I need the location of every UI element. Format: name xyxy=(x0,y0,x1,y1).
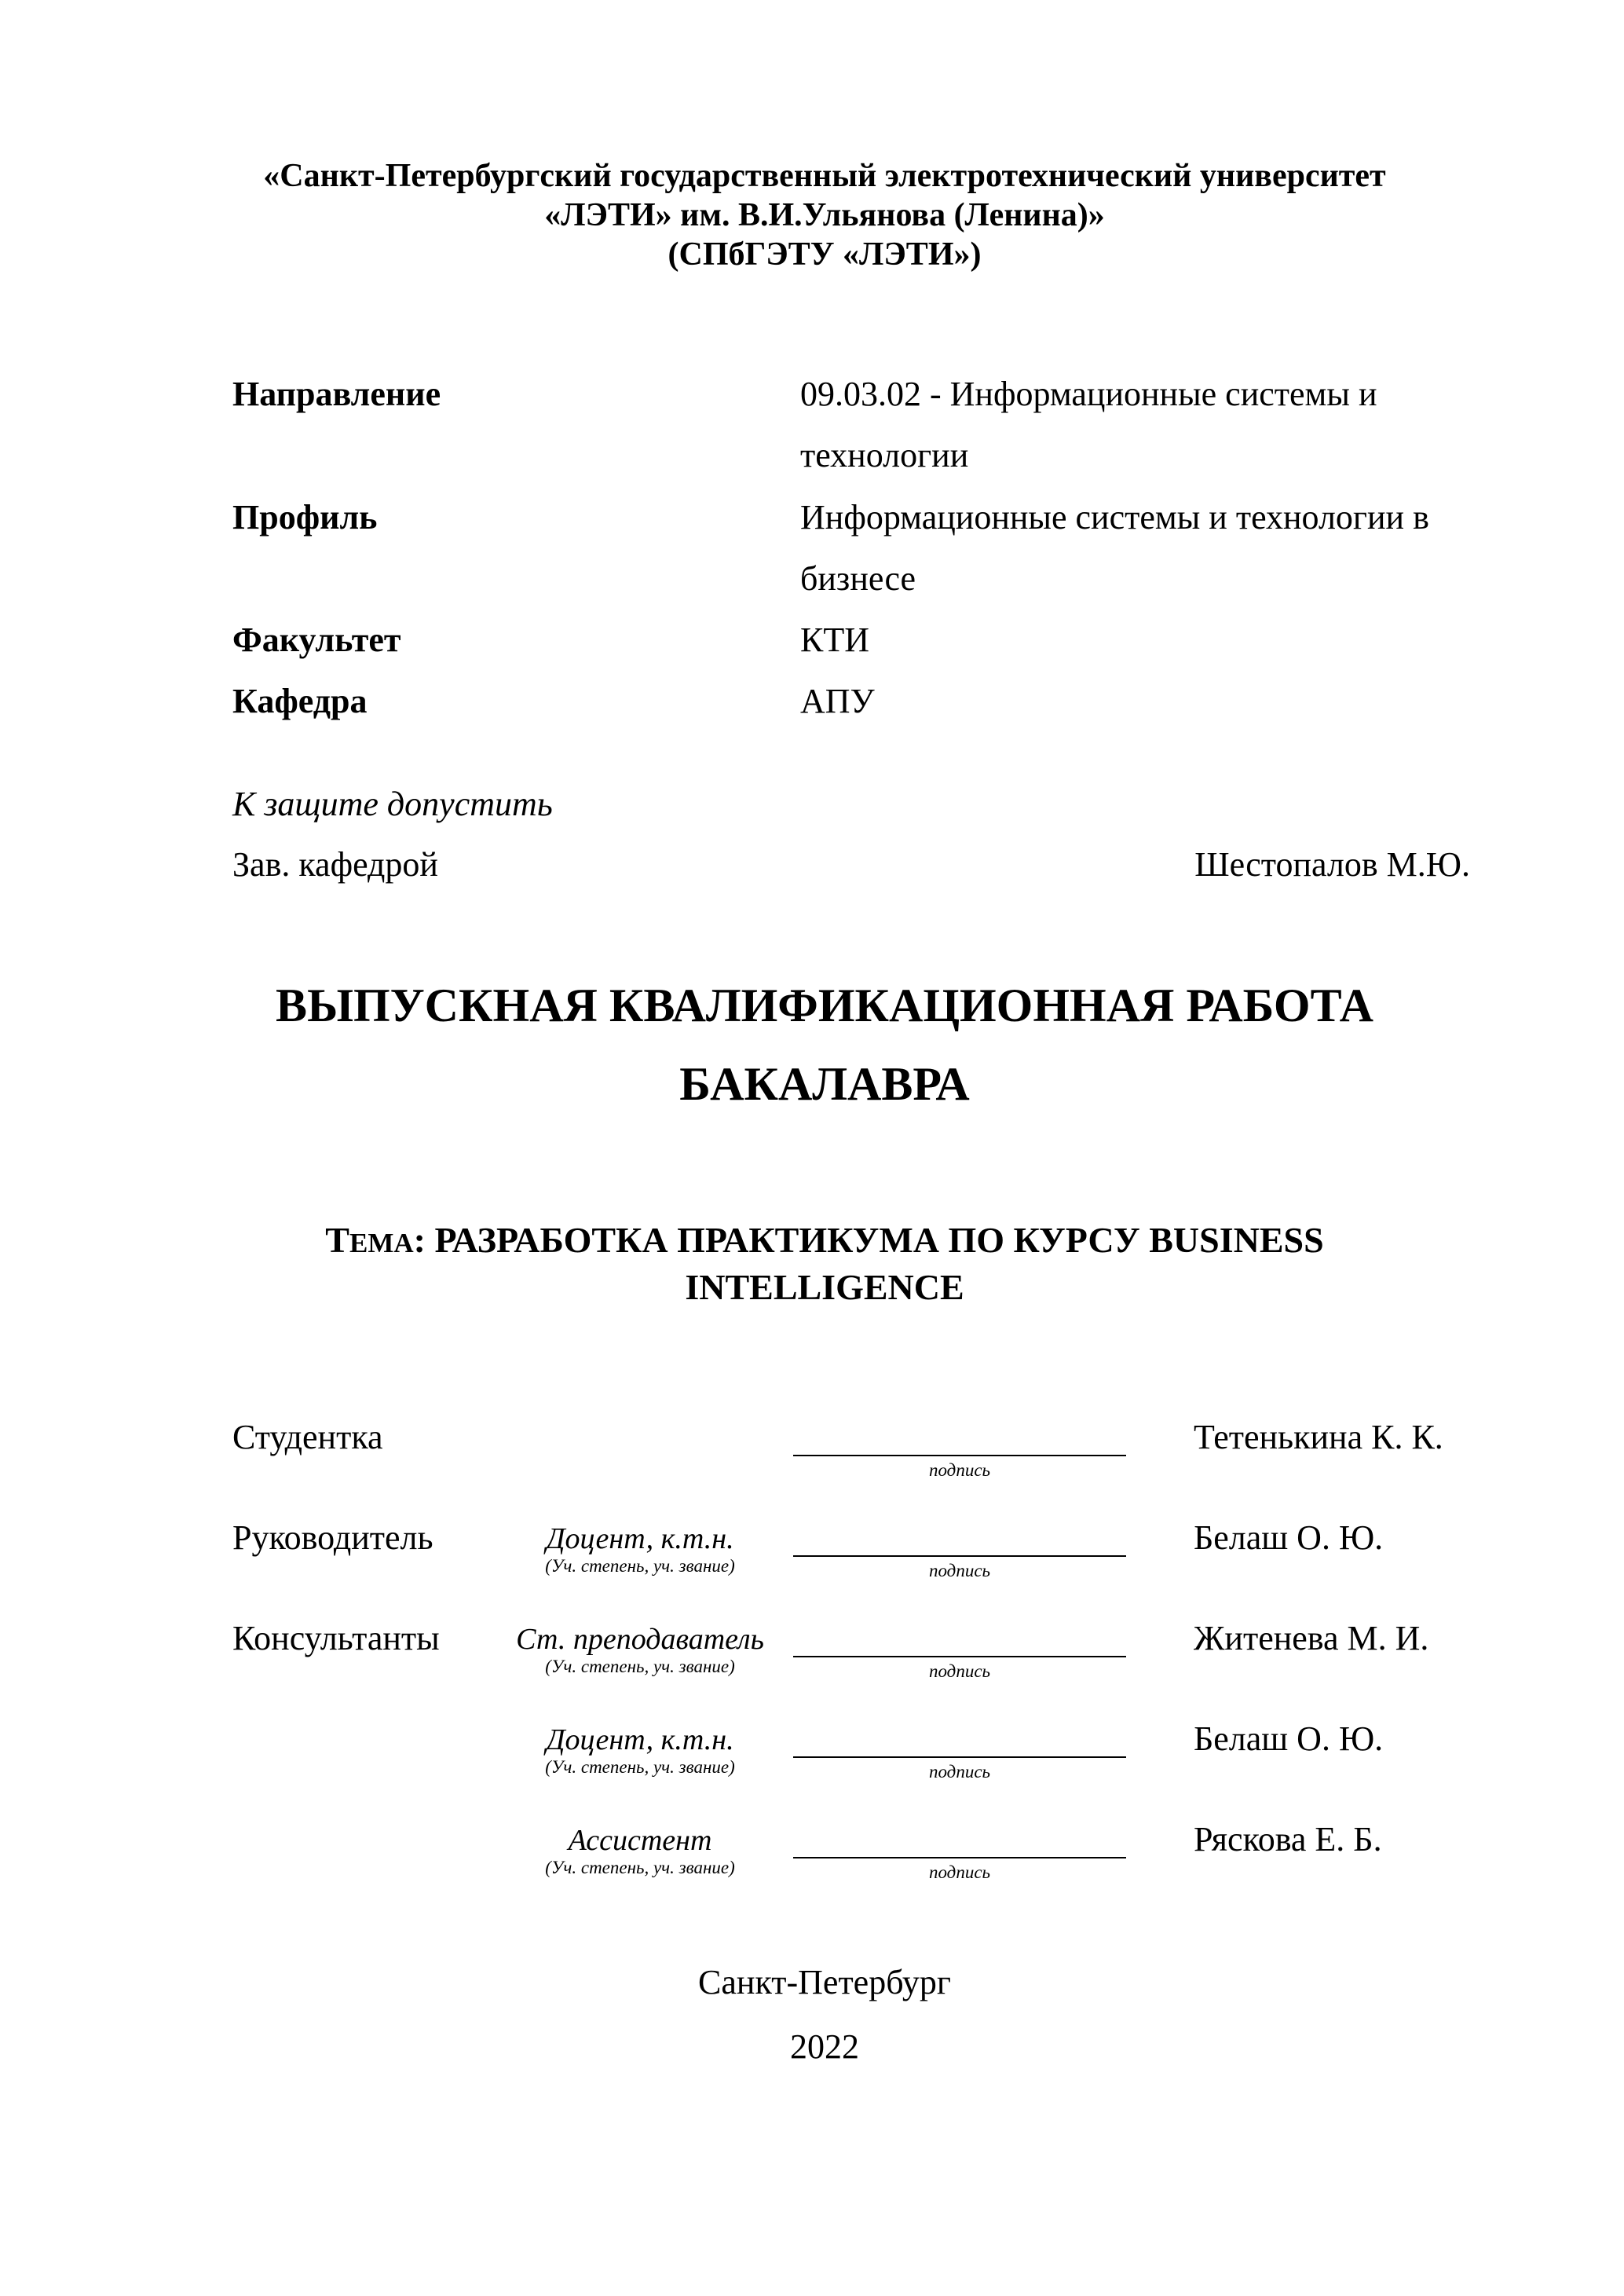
student-signature-hint: подпись xyxy=(928,1460,990,1480)
supervisor-signature-hint: подпись xyxy=(928,1561,990,1580)
profile-value-line-1: Информационные системы и технологии в xyxy=(800,498,1429,536)
faculty-value: КТИ xyxy=(800,621,869,659)
consultant-signature-hint: подпись xyxy=(928,1762,990,1782)
supervisor-rank-hint: (Уч. степень, уч. звание) xyxy=(545,1556,735,1576)
consultant-name: Белаш О. Ю. xyxy=(1194,1719,1384,1758)
consultant-rank-hint: (Уч. степень, уч. звание) xyxy=(545,1858,735,1877)
consultant-rank: Доцент, к.т.н. xyxy=(546,1723,734,1756)
department-label: Кафедра xyxy=(232,682,368,720)
admission-note: К защите допустить xyxy=(232,785,553,823)
supervisor-name: Белаш О. Ю. xyxy=(1194,1518,1384,1557)
university-name-line-2: «ЛЭТИ» им. В.И.Ульянова (Ленина)» xyxy=(544,197,1105,233)
head-of-department-name: Шестопалов М.Ю. xyxy=(1194,845,1470,884)
university-abbreviation: (СПбГЭТУ «ЛЭТИ») xyxy=(668,236,982,273)
topic-prefix: ТЕМА: xyxy=(325,1220,426,1260)
topic-line-2: INTELLIGENCE xyxy=(685,1267,964,1307)
student-signature-line xyxy=(793,1455,1126,1456)
student-name: Тетенькина К. К. xyxy=(1194,1418,1443,1456)
year: 2022 xyxy=(790,2027,859,2066)
document-title-line-1: ВЫПУСКНАЯ КВАЛИФИКАЦИОННАЯ РАБОТА xyxy=(276,980,1373,1031)
supervisor-rank: Доцент, к.т.н. xyxy=(546,1522,734,1555)
profile-label: Профиль xyxy=(232,498,378,536)
consultant-signature-line xyxy=(793,1656,1126,1657)
consultant-rank-hint: (Уч. степень, уч. звание) xyxy=(545,1757,735,1777)
topic-line-1 xyxy=(157,1222,1492,1258)
faculty-label: Факультет xyxy=(232,621,401,659)
consultant-signature-line xyxy=(793,1857,1126,1858)
direction-value-line-1: 09.03.02 - Информационные системы и xyxy=(800,375,1377,413)
head-of-department-label: Зав. кафедрой xyxy=(232,845,438,884)
profile-value-line-2: бизнесе xyxy=(800,559,916,598)
consultant-name: Житенева М. И. xyxy=(1194,1619,1429,1657)
direction-label: Направление xyxy=(232,375,441,413)
consultant-signature-hint: подпись xyxy=(928,1862,990,1882)
supervisor-signature-line xyxy=(793,1555,1126,1557)
consultant-rank-hint: (Уч. степень, уч. звание) xyxy=(545,1657,735,1676)
consultant-rank: Ассистент xyxy=(568,1824,712,1857)
topic-text-line-1: РАЗРАБОТКА ПРАКТИКУМА ПО КУРСУ BUSINESS xyxy=(425,1220,1324,1260)
department-value: АПУ xyxy=(800,682,875,720)
supervisor-role: Руководитель xyxy=(232,1518,433,1557)
student-role: Студентка xyxy=(232,1418,383,1456)
university-name-line-1: «Санкт-Петербургский государственный электротехнический университет xyxy=(263,158,1386,194)
city: Санкт-Петербург xyxy=(698,1963,951,2001)
document-title-line-2: БАКАЛАВРА xyxy=(679,1058,970,1110)
direction-value-line-2: технологии xyxy=(800,436,969,474)
consultants-role: Консультанты xyxy=(232,1619,440,1657)
consultant-name: Ряскова Е. Б. xyxy=(1194,1820,1382,1858)
consultant-rank: Ст. преподаватель xyxy=(516,1623,764,1656)
consultant-signature-line xyxy=(793,1756,1126,1758)
consultant-signature-hint: подпись xyxy=(928,1661,990,1681)
